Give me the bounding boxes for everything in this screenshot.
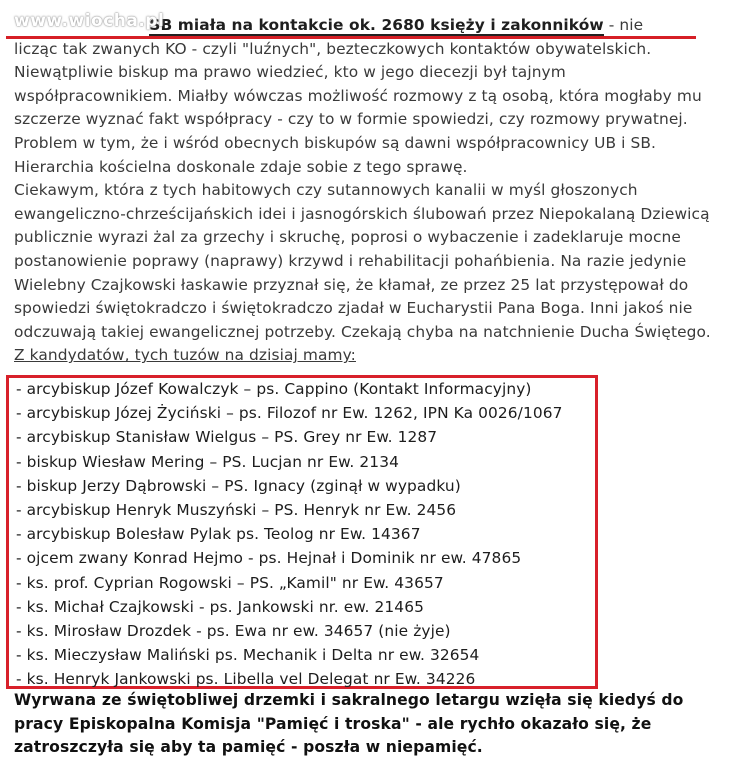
list-item: - arcybiskup Henryk Muszyński – PS. Henryk nr Ew. 2456 xyxy=(16,500,457,519)
paragraph-line: licząc tak zwanych KO - czyli "luźnych", bezteczkowych kontaktów obywatelskich. xyxy=(14,39,652,58)
paragraph-line: ewangeliczno-chrześcijańskich idei i jasnogórskich ślubowań przez Niepokalaną Dziewicą xyxy=(14,204,710,223)
list-item: - biskup Wiesław Mering – PS. Lucjan nr Ew. 2134 xyxy=(16,452,399,471)
list-item: - ks. Mirosław Drozdek - ps. Ewa nr ew. 34657 (nie żyje) xyxy=(16,621,451,640)
paragraph-line: spowiedzi świętokradczo i świętokradczo zjadał w Eucharystii Pana Boga. Inni jakoś nie xyxy=(14,299,693,318)
list-item: - biskup Jerzy Dąbrowski – PS. Ignacy (zginął w wypadku) xyxy=(16,476,461,495)
list-item: - arcybiskup Stanisław Wielgus – PS. Grey nr Ew. 1287 xyxy=(16,428,438,447)
paragraph-line: odczuwają takiej ewangelicznej potrzeby. Czekają chyba na natchnienie Ducha Świętego. xyxy=(14,322,711,341)
list-item: - arcybiskup Józef Kowalczyk – ps. Cappino (Kontakt Informacyjny) xyxy=(16,380,532,398)
paragraph-line: szczerze wyznać fakt współpracy - czy to w formie spowiedzi, czy rozmowy prywatnej. xyxy=(14,110,688,129)
paragraph-line: postanowienie poprawy (naprawy) krzywd i rehabilitacji pohańbienia. Na razie jedynie xyxy=(14,251,687,270)
underlined-claim: SB miała na kontakcie ok. 2680 księży i zakonników xyxy=(149,16,604,34)
paragraph-line: Wielebny Czajkowski łaskawie przyznał się, że kłamał, ze przez 25 lat przystępował do xyxy=(14,275,689,294)
red-underline xyxy=(6,36,696,39)
paragraph-line: Hierarchia kościelna doskonale zdaje sobie z tego sprawę. xyxy=(14,157,468,176)
list-item: - ks. Mieczysław Maliński ps. Mechanik i Delta nr ew. 32654 xyxy=(16,646,480,665)
paragraph-line: publicznie wyrazi żal za grzechy i skruchę, poprosi o wybaczenie i zadeklaruje mocne xyxy=(14,228,681,247)
paragraph-line: Problem w tym, że i wśród obecnych biskupów są dawni współpracownicy UB i SB. xyxy=(14,133,657,152)
article xyxy=(14,11,744,368)
closing-line: Wyrwana ze świętobliwej drzemki i sakralnego letargu wzięła się kiedyś do xyxy=(14,691,684,709)
closing-line: pracy Episkopalna Komisja "Pamięć i troska" - ale rychło okazało się, że xyxy=(14,714,652,733)
candidate-list xyxy=(16,377,563,691)
list-item: - ks. Michał Czajkowski - ps. Jankowski nr. ew. 21465 xyxy=(16,597,424,616)
closing-paragraph xyxy=(14,689,683,760)
closing-line: zatroszczyła się aby ta pamięć - poszła w niepamięć. xyxy=(14,738,483,757)
list-item: - ojcem zwany Konrad Hejmo - ps. Hejnał i Dominik nr ew. 47865 xyxy=(16,549,522,568)
paragraph xyxy=(14,38,744,345)
list-item: - arcybiskup Bolesław Pylak ps. Teolog nr Ew. 14367 xyxy=(16,525,421,544)
list-item: - ks. Henryk Jankowski ps. Libella vel Delegat nr Ew. 34226 xyxy=(16,670,476,689)
paragraph-line: Niewątpliwie biskup ma prawo wiedzieć, kto w jego diecezji był tajnym xyxy=(14,63,566,82)
first-line-suffix: - nie xyxy=(603,16,644,34)
list-heading: Z kandydatów, tych tuzów na dzisiaj mamy: xyxy=(14,346,356,365)
first-line xyxy=(14,11,744,38)
watermark: www.wiocha.pl xyxy=(14,11,165,31)
list-item: - ks. prof. Cyprian Rogowski – PS. „Kamil" nr Ew. 43657 xyxy=(16,573,444,592)
list-item: - arcybiskup Józej Życiński – ps. Filozof nr Ew. 1262, IPN Ka 0026/1067 xyxy=(16,404,563,423)
paragraph-line: współpracownikiem. Miałby wówczas możliwość rozmowy z tą osobą, która mogłaby mu xyxy=(14,86,702,105)
paragraph-line: Ciekawym, która z tych habitowych czy sutannowych kanalii w myśl głoszonych xyxy=(14,181,638,200)
